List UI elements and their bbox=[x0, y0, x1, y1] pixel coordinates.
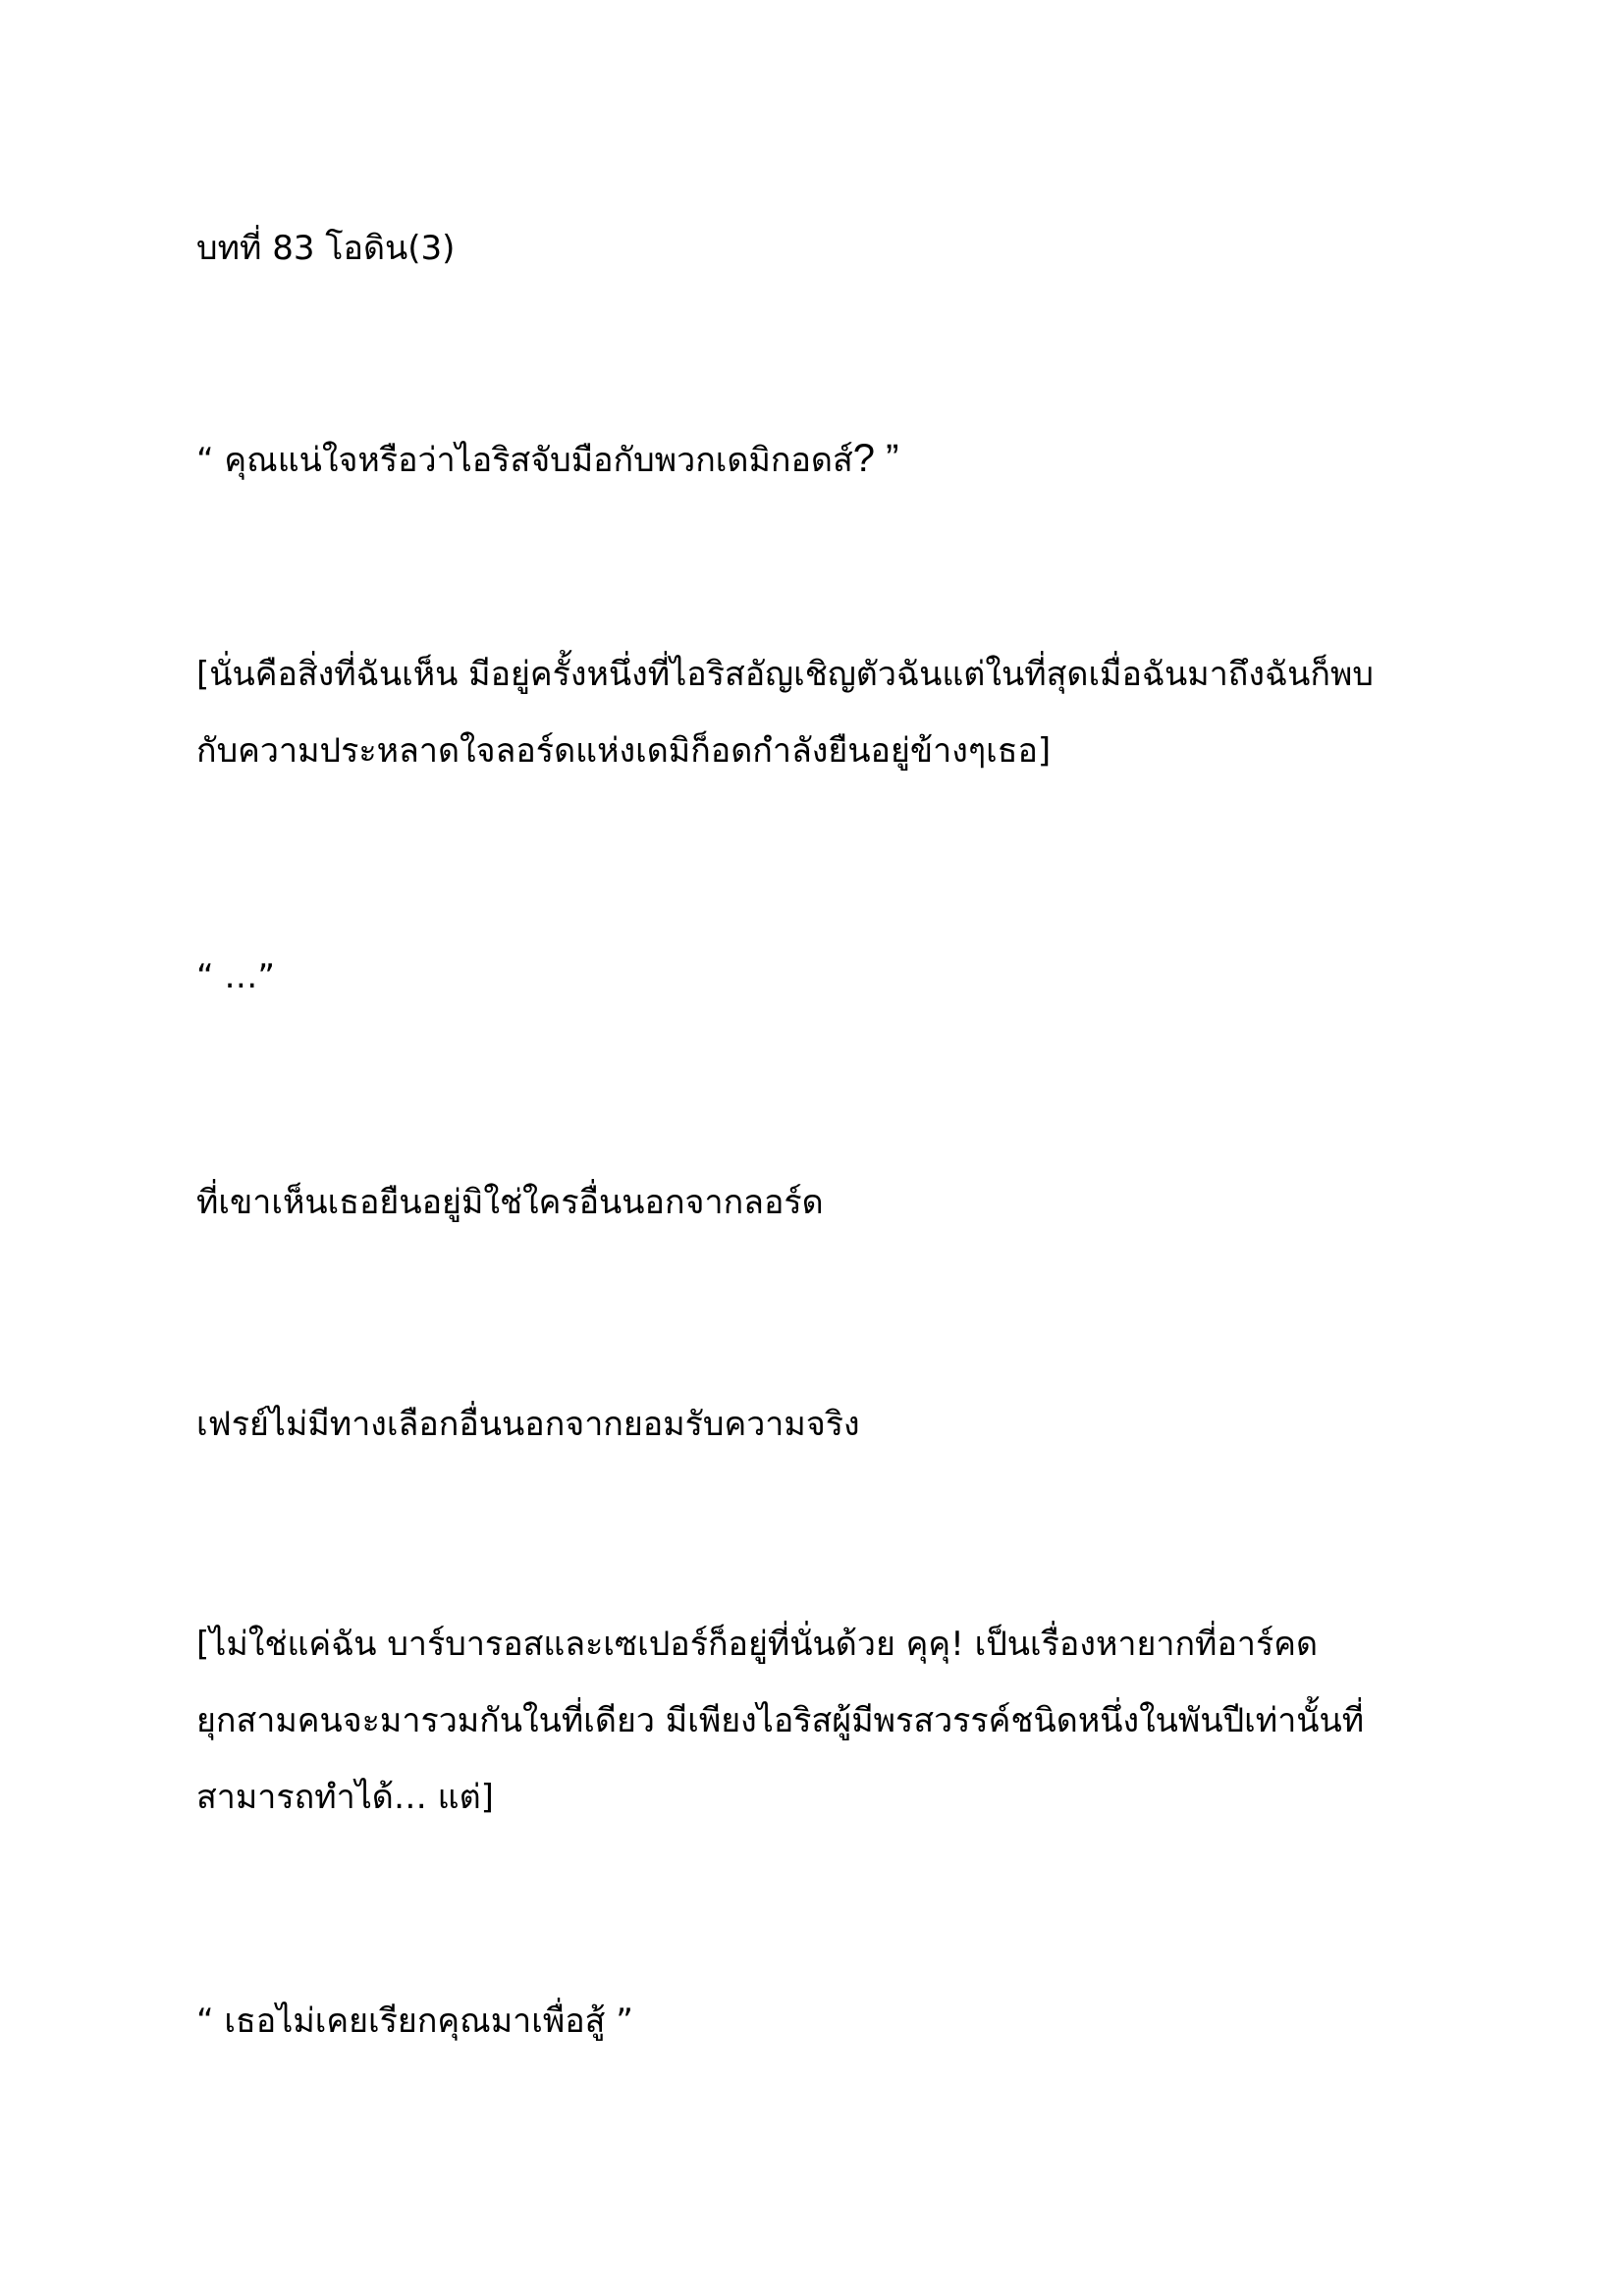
chapter-title bbox=[196, 210, 1473, 287]
dialogue-text: “ คุณแน่ใจหรือว่าไอริสจับมือกับพวกเดมิกอดส์ bbox=[196, 441, 853, 480]
paragraph-5-line-1: เฟรย์ไม่มีทางเลือกอื่นนอกจากยอมรับความจริง bbox=[196, 1405, 860, 1444]
paragraph-1-line bbox=[196, 420, 1473, 499]
paragraph-4-line-1: ที่เขาเห็นเธอยืนอยู่มิใช่ใครอื่นนอกจากลอร์ด bbox=[196, 1183, 824, 1222]
paragraph-5 bbox=[196, 1386, 1473, 1463]
paragraph-7 bbox=[196, 1983, 1473, 2059]
paragraph-6-line-2: ยุกสามคนจะมารวมกันในที่เดียว มีเพียงไอริสผู้มีพรสวรรค์ชนิดหนึ่งในพันปีเท่านั้นที่ bbox=[196, 1701, 1365, 1740]
paragraph-2-line-2: กับความประหลาดใจลอร์ดแห่งเดมิก็อดกำลังยืนอยู่ข้างๆเธอ] bbox=[196, 731, 1052, 771]
paragraph-6-line-1: [ไม่ใช่แค่ฉัน บาร์บารอสและเซเปอร์ก็อยู่ที่นั่นด้วย คุคุ! เป็นเรื่องหายากที่อาร์คด bbox=[196, 1625, 1319, 1664]
paragraph-3 bbox=[196, 938, 1473, 1015]
paragraph-2 bbox=[196, 636, 1473, 789]
paragraph-7-line-1: “ เธอไม่เคยเรียกคุณมาเพื่อสู้ ” bbox=[196, 2002, 633, 2041]
paragraph-1 bbox=[196, 420, 1473, 499]
question-mark-quote: ? ” bbox=[852, 437, 899, 480]
chapter-title-text: บทที่ 83 โอดิน(3) bbox=[196, 229, 456, 268]
paragraph-6 bbox=[196, 1606, 1473, 1836]
paragraph-6-line-3: สามารถทำได้… แต่] bbox=[196, 1778, 494, 1817]
paragraph-3-line-1: “ …” bbox=[196, 957, 276, 996]
paragraph-4 bbox=[196, 1164, 1473, 1241]
paragraph-2-line-1: [นั่นคือสิ่งที่ฉันเห็น มีอยู่ครั้งหนึ่งที่ไอริสอัญเชิญตัวฉันแต่ในที่สุดเมื่อฉันมาถึงฉันก็พบ bbox=[196, 655, 1374, 694]
